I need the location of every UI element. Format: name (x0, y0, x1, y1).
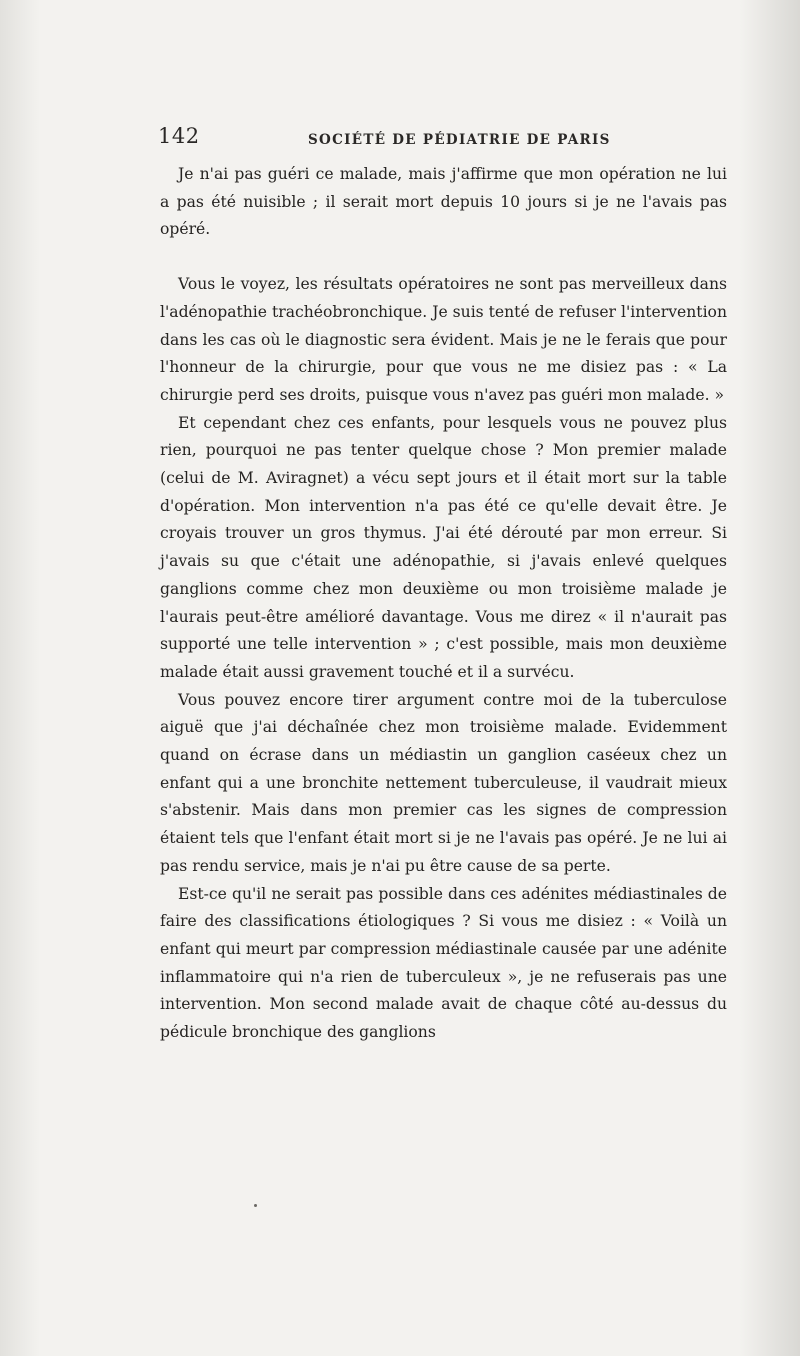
paragraph: Vous le voyez, les résultats opératoires ne sont pas merveilleux dans l'adénopathie trachéobronchique. Je suis tenté de refuser l'intervention dans les cas où le diagnostic sera évident. Mais je ne le ferais que pour l'honneur de la chirurgie, pour que vous ne me disiez pas : « La chirurgie perd ses droits, puisque vous n'avez pas guéri mon malade. » (160, 275, 727, 404)
body-text (160, 161, 727, 1047)
page-edge-shadow-left (0, 0, 40, 1356)
page-header (158, 124, 728, 158)
running-title: SOCIÉTÉ DE PÉDIATRIE DE PARIS (308, 132, 611, 148)
paragraph: Est-ce qu'il ne serait pas possible dans ces adénites médiastinales de faire des classifications étiologiques ? Si vous me disiez : « Voilà un enfant qui meurt par compression médiastinale causée par une adénite inflammatoire qui n'a rien de tuberculeux », je ne refuserais pas une intervention. Mon second malade avait de chaque côté au-dessus du pédicule bronchique des ganglions (160, 884, 727, 1042)
paragraph: Et cependant chez ces enfants, pour lesquels vous ne pouvez plus rien, pourquoi ne pas tenter quelque chose ? Mon premier malade (celui de M. Aviragnet) a vécu sept jours et il était mort sur la table d'opération. Mon intervention n'a pas été ce qu'elle devait être. Je croyais trouver un gros thymus. J'ai été dérouté par mon erreur. Si j'avais su que c'était une adénopathie, si j'avais enlevé quelques ganglions comme chez mon deuxième ou mon troisième malade je l'aurais peut-être amélioré davantage. Vous me direz « il n'aurait pas supporté une telle intervention » ; c'est possible, mais mon deuxième malade était aussi gravement touché et il a survécu. (160, 413, 727, 681)
page-edge-shadow-right (740, 0, 800, 1356)
page-number: 142 (158, 124, 200, 148)
print-speck (254, 1204, 257, 1207)
paragraph: Vous pouvez encore tirer argument contre moi de la tuberculose aiguë que j'ai déchaînée chez mon troisième malade. Evidemment quand on écrase dans un médiastin un ganglion caséeux chez un enfant qui a une bronchite nettement tuberculeuse, il vaudrait mieux s'abstenir. Mais dans mon premier cas les signes de compression étaient tels que l'enfant était mort si je ne l'avais pas opéré. Je ne lui ai pas rendu service, mais je n'ai pu être cause de sa perte. (160, 690, 727, 875)
paragraph: Je n'ai pas guéri ce malade, mais j'affirme que mon opération ne lui a pas été nuisible ; il serait mort depuis 10 jours si je ne l'avais pas opéré. (160, 165, 727, 239)
